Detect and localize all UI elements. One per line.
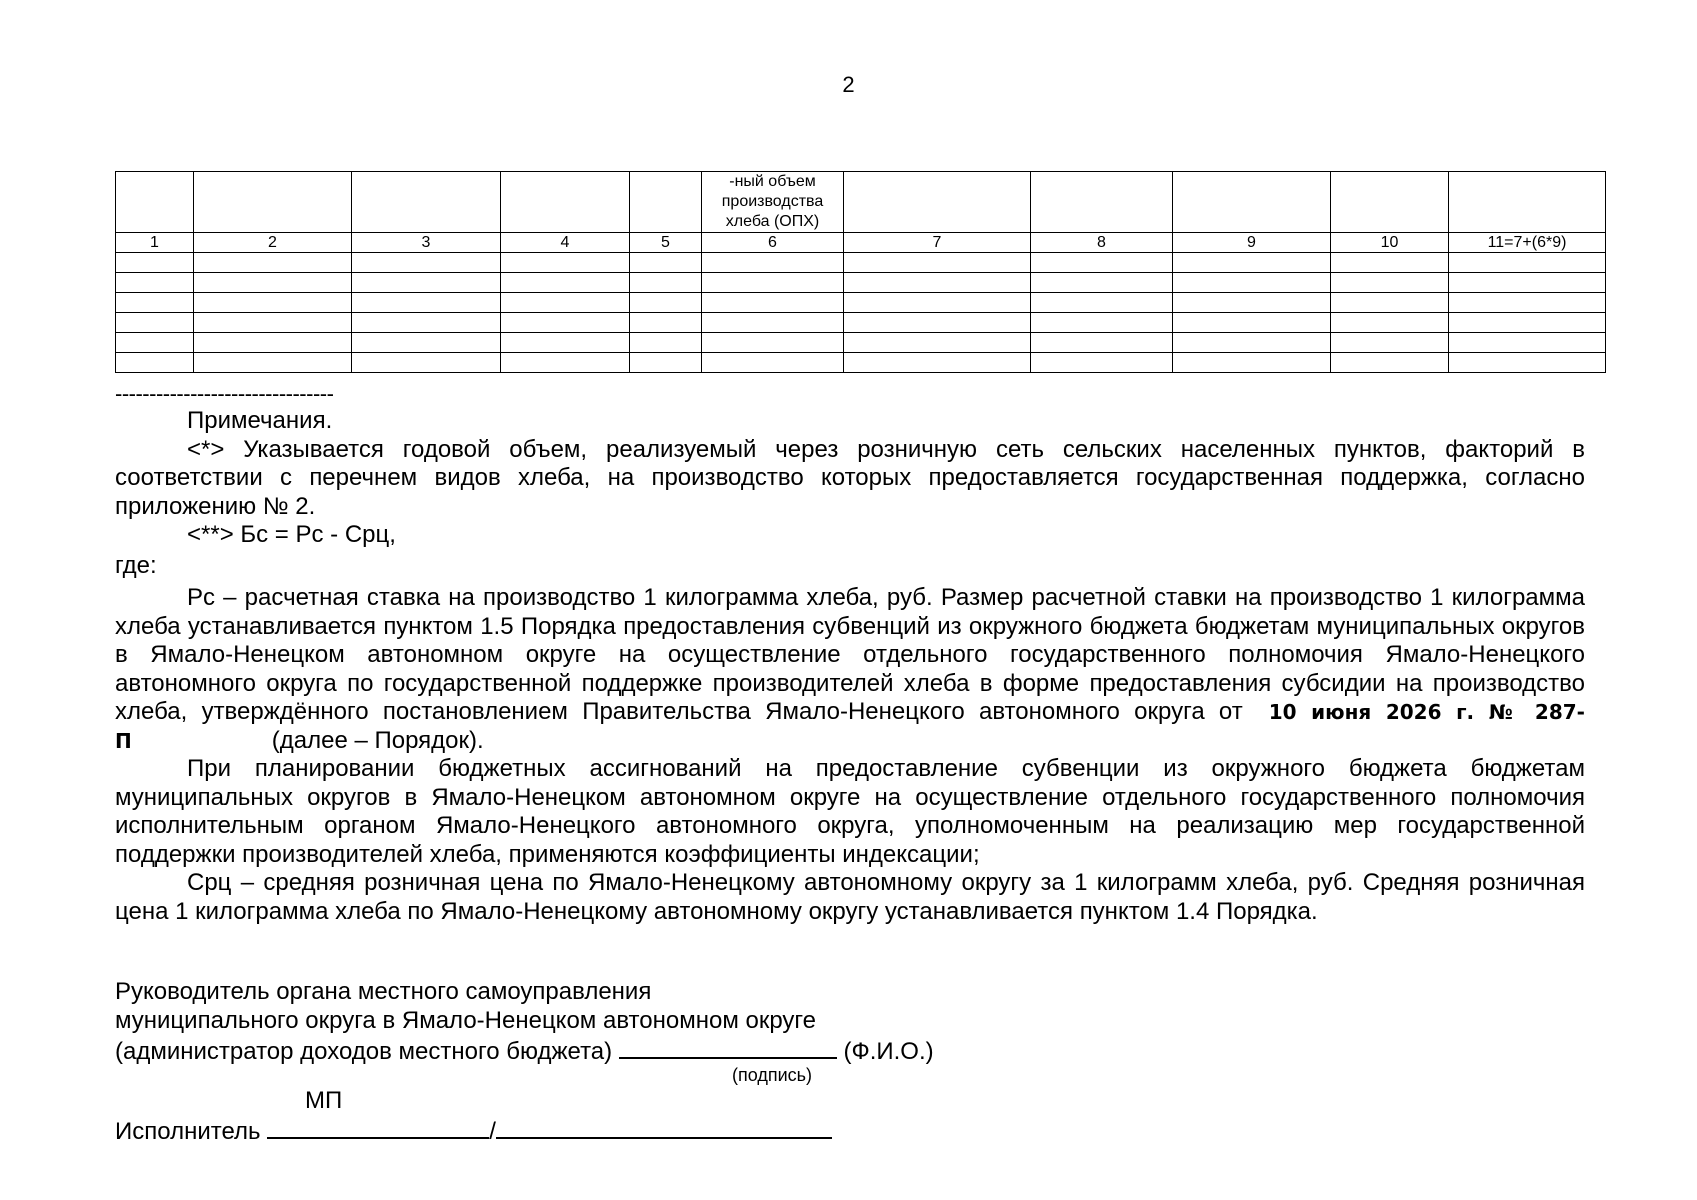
signature-block xyxy=(115,978,934,1067)
decree-stamp: 10 июня 2026 г. № 287-П xyxy=(115,700,1585,753)
table-cell[interactable] xyxy=(1449,273,1606,293)
column-number: 7 xyxy=(844,233,1031,253)
table-cell[interactable] xyxy=(352,353,501,373)
table-cell[interactable] xyxy=(844,333,1031,353)
header-cell xyxy=(352,172,501,233)
table-cell[interactable] xyxy=(1173,253,1331,273)
table-cell[interactable] xyxy=(702,273,844,293)
executor-slash: / xyxy=(489,1118,496,1145)
table-cell[interactable] xyxy=(501,293,630,313)
rs-definition-text: Рс – расчетная ставка на производство 1 килограмма хлеба, руб. Размер расчетной ставки на производство 1 килограмма хлеба устанавливается пунктом 1.5 Порядка предоставления субвенций из окружного бюджета бюджетам муниципальных округов в Ямало-Ненецком автономном округе на осуществление отдельного государственного полномочия Ямало-Ненецкого автономного округа по государственной поддержке производителей хлеба в форме предоставления субсидии на производство хлеба, утверждённого постановлением Правительства Ямало-Ненецкого автономного округа от xyxy=(115,584,1585,725)
table-cell[interactable] xyxy=(702,293,844,313)
signature-title-text: (администратор доходов местного бюджета) xyxy=(115,1038,613,1065)
table-cell[interactable] xyxy=(1173,273,1331,293)
table-row xyxy=(116,273,1606,293)
column-number: 11=7+(6*9) xyxy=(1449,233,1606,253)
table-cell[interactable] xyxy=(116,333,194,353)
table-cell[interactable] xyxy=(194,253,352,273)
header-cell xyxy=(501,172,630,233)
header-cell-production-volume: -ный объем производства хлеба (ОПХ) xyxy=(702,172,844,233)
table-cell[interactable] xyxy=(501,253,630,273)
table-cell[interactable] xyxy=(1173,333,1331,353)
header-cell xyxy=(116,172,194,233)
table-cell[interactable] xyxy=(1449,253,1606,273)
table-cell[interactable] xyxy=(630,333,702,353)
table-cell[interactable] xyxy=(501,333,630,353)
executor-line xyxy=(115,1115,832,1147)
table-cell[interactable] xyxy=(630,353,702,373)
table-cell[interactable] xyxy=(1449,313,1606,333)
column-number: 9 xyxy=(1173,233,1331,253)
header-cell xyxy=(1449,172,1606,233)
table-cell[interactable] xyxy=(844,313,1031,333)
signature-title-line-2: муниципального округа в Ямало-Ненецком автономном округе xyxy=(115,1006,816,1034)
table-cell[interactable] xyxy=(1449,353,1606,373)
table-cell[interactable] xyxy=(630,313,702,333)
table-cell[interactable] xyxy=(116,273,194,293)
executor-label: Исполнитель xyxy=(115,1118,261,1145)
header-cell xyxy=(1031,172,1173,233)
table-cell[interactable] xyxy=(1031,313,1173,333)
table-cell[interactable] xyxy=(352,273,501,293)
table-row xyxy=(116,333,1606,353)
table-row xyxy=(116,353,1606,373)
column-number: 5 xyxy=(630,233,702,253)
stamp-label: МП xyxy=(305,1087,343,1114)
table-cell[interactable] xyxy=(1031,333,1173,353)
header-cell xyxy=(844,172,1031,233)
table-cell[interactable] xyxy=(702,253,844,273)
form-table xyxy=(115,171,1606,373)
table-row xyxy=(116,253,1606,273)
table-cell[interactable] xyxy=(352,333,501,353)
table-cell[interactable] xyxy=(1331,313,1449,333)
table-cell[interactable] xyxy=(501,353,630,373)
column-number: 8 xyxy=(1031,233,1173,253)
table-cell[interactable] xyxy=(194,273,352,293)
table-cell[interactable] xyxy=(702,333,844,353)
header-cell xyxy=(1173,172,1331,233)
header-cell xyxy=(194,172,352,233)
table-cell[interactable] xyxy=(352,253,501,273)
table-cell[interactable] xyxy=(194,353,352,373)
table-cell[interactable] xyxy=(844,253,1031,273)
table-cell[interactable] xyxy=(630,293,702,313)
signature-title-line-1: Руководитель органа местного самоуправления xyxy=(115,978,652,1005)
header-cell xyxy=(1331,172,1449,233)
notes-title: Примечания. xyxy=(187,407,333,434)
table-cell[interactable] xyxy=(630,273,702,293)
rs-definition-end: (далее – Порядок). xyxy=(271,726,484,754)
fio-label: (Ф.И.О.) xyxy=(843,1038,934,1065)
notes-section xyxy=(115,407,1585,926)
table-header-row xyxy=(116,172,1606,233)
table-cell[interactable] xyxy=(1449,333,1606,353)
table-cell[interactable] xyxy=(630,253,702,273)
table-cell[interactable] xyxy=(1173,353,1331,373)
planning-paragraph: При планировании бюджетных ассигнований на предоставление субвенции из окружного бюджета бюджетам муниципальных округов в Ямало-Ненецком автономном округе на осуществление отдельного государственного полномочия исполнительным органом Ямало-Ненецкого автономного округа, уполномоченным на реализацию мер государственной поддержки производителей хлеба, применяются коэффициенты индексации; xyxy=(115,755,1585,868)
executor-name-blank[interactable] xyxy=(267,1115,489,1139)
column-number: 10 xyxy=(1331,233,1449,253)
table-cell[interactable] xyxy=(116,253,194,273)
signature-title-line-3 xyxy=(115,1035,934,1067)
note-single-star: <*> Указывается годовой объем, реализуемый через розничную сеть сельских населенных пунктов, факторий в соответствии с перечнем видов хлеба, на производство которых предоставляется государственная поддержка, согласно приложению № 2. xyxy=(115,435,1585,520)
table-row xyxy=(116,313,1606,333)
signature-hint: (подпись) xyxy=(732,1065,813,1085)
table-cell[interactable] xyxy=(1031,253,1173,273)
table-cell[interactable] xyxy=(194,313,352,333)
table-cell[interactable] xyxy=(501,313,630,333)
table-cell[interactable] xyxy=(1173,293,1331,313)
table-cell[interactable] xyxy=(702,313,844,333)
signature-blank[interactable] xyxy=(619,1035,837,1059)
table-cell[interactable] xyxy=(1331,353,1449,373)
column-number: 2 xyxy=(194,233,352,253)
page-number: 2 xyxy=(842,72,855,97)
table-cell[interactable] xyxy=(844,293,1031,313)
table-cell[interactable] xyxy=(1449,293,1606,313)
table-cell[interactable] xyxy=(1331,293,1449,313)
table-cell[interactable] xyxy=(194,293,352,313)
column-number: 4 xyxy=(501,233,630,253)
rs-definition xyxy=(115,584,1585,755)
table-cell[interactable] xyxy=(844,353,1031,373)
table-row xyxy=(116,293,1606,313)
table-cell[interactable] xyxy=(1331,333,1449,353)
table-cell[interactable] xyxy=(1031,353,1173,373)
table-cell[interactable] xyxy=(1173,313,1331,333)
executor-phone-blank[interactable] xyxy=(496,1115,832,1139)
column-number: 1 xyxy=(116,233,194,253)
column-number: 6 xyxy=(702,233,844,253)
table-cell[interactable] xyxy=(702,353,844,373)
table-cell[interactable] xyxy=(501,273,630,293)
table-cell[interactable] xyxy=(116,313,194,333)
column-numbers-row xyxy=(116,233,1606,253)
where-label: где: xyxy=(115,551,157,579)
column-number: 3 xyxy=(352,233,501,253)
table-cell[interactable] xyxy=(1031,273,1173,293)
table-cell[interactable] xyxy=(352,293,501,313)
table-cell[interactable] xyxy=(116,353,194,373)
footnote-separator: -------------------------------- xyxy=(115,381,334,406)
table-cell[interactable] xyxy=(1331,253,1449,273)
note-double-star-formula: <**> Бс = Рс - Срц, xyxy=(187,521,396,548)
src-definition: Срц – средняя розничная цена по Ямало-Ненецкому автономному округу за 1 килограмм хлеба, руб. Средняя розничная цена 1 килограмма хлеба по Ямало-Ненецкому автономному округу устанавливается пунктом 1.4 Порядка. xyxy=(115,869,1585,925)
table-cell[interactable] xyxy=(116,293,194,313)
table-cell[interactable] xyxy=(1031,293,1173,313)
header-cell xyxy=(630,172,702,233)
table-cell[interactable] xyxy=(352,313,501,333)
table-cell[interactable] xyxy=(194,333,352,353)
table-cell[interactable] xyxy=(844,273,1031,293)
table-cell[interactable] xyxy=(1331,273,1449,293)
